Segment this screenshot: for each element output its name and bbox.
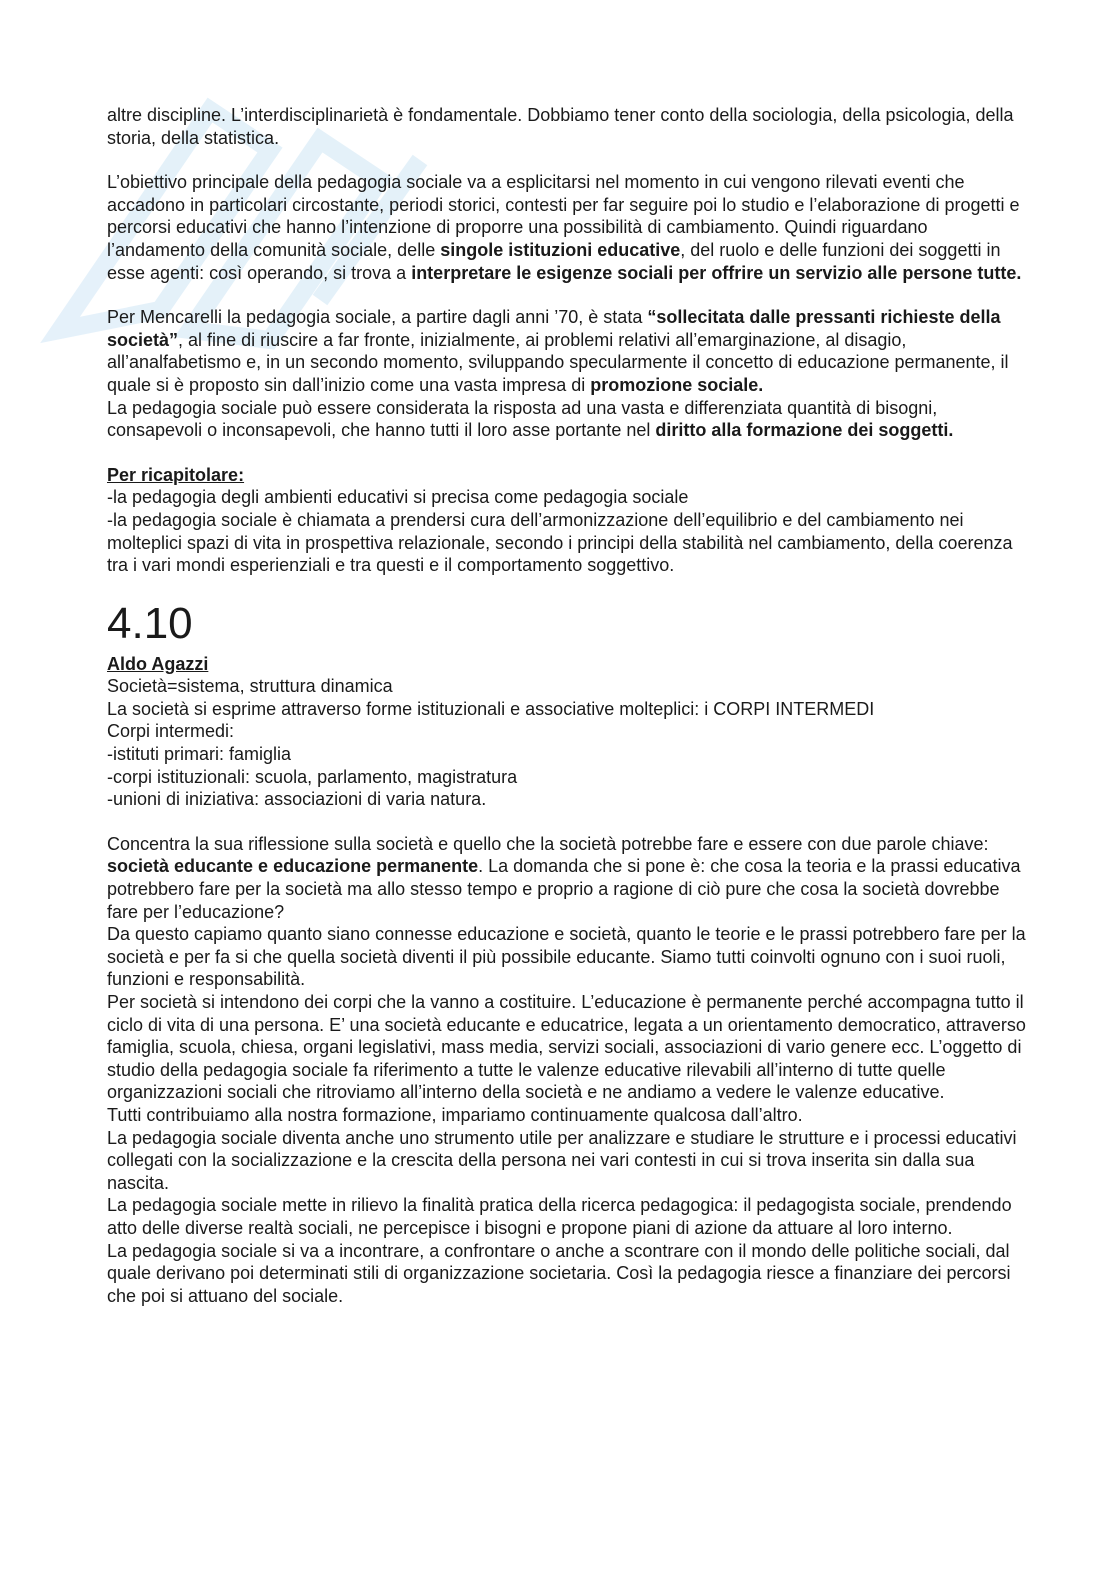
recap-heading: Per ricapitolare:: [107, 464, 245, 485]
bold-text: società educante e educazione permanente: [107, 856, 479, 877]
paragraph-objective: [107, 171, 1027, 284]
section-number: 4.10: [107, 598, 193, 648]
bold-text: “sollecitata dalle pressanti richieste della società”: [107, 307, 1001, 350]
paragraph-mencarelli: [107, 306, 1027, 396]
agazzi-block: [107, 653, 1027, 811]
recap-line: -la pedagogia degli ambienti educativi si precisa come pedagogia sociale: [107, 487, 689, 508]
bold-text: diritto alla formazione dei soggetti.: [655, 420, 954, 441]
paragraph-text: Tutti contribuiamo alla nostra formazione, impariamo continuamente qualcosa dall’altro.: [107, 1104, 803, 1125]
section-line: -istituti primari: famiglia: [107, 744, 292, 765]
section-line: La società si esprime attraverso forme istituzionali e associative molteplici: i CORPI INTERMEDI: [107, 698, 875, 719]
recap-line: -la pedagogia sociale è chiamata a prendersi cura dell’armonizzazione dell’equilibrio e del cambiamento nei molteplici spazi di vita in prospettiva relazionale, secondo i principi della stabilità nel cambiamento, della coerenza tra i vari mondi esperienziali e tra questi e il comportamento soggettivo.: [107, 509, 1013, 576]
text-run: , del ruolo e delle funzioni dei soggetti in esse agenti: così operando, si trova a: [107, 239, 1001, 283]
section-line: Società=sistema, struttura dinamica: [107, 676, 393, 697]
recap-block: [107, 464, 1027, 577]
section-line: -corpi istituzionali: scuola, parlamento, magistratura: [107, 766, 518, 787]
text-run: Concentra la sua riflessione sulla società e quello che la società potrebbe fare e essere con due parole chiave:: [107, 833, 989, 854]
text-run: . La domanda che si pone è: che cosa la teoria e la prassi educativa potrebbero fare per la società ma allo stesso tempo e proprio a ragione di ciò pure che cosa la società dovrebbe fare per l’educazione?: [107, 856, 1021, 922]
text-run: La pedagogia sociale può essere considerata la risposta ad una vasta e differenziata quantità di bisogni, consapevoli o inconsapevoli, che hanno tutti il loro asse portante nel: [107, 397, 938, 441]
section-line: Corpi intermedi:: [107, 721, 235, 742]
text-run: L’obiettivo principale della pedagogia sociale va a esplicitarsi nel momento in cui vengono rilevati eventi che accadono in particolari circostante, periodi storici, contesti per far seguire poi lo studio e l’elaborazione di progetti e percorsi educativi che hanno l’intenzione di proporre una possibilità di cambiamento. Quindi riguardano l’andamento della comunità sociale, delle: [107, 172, 1020, 260]
paragraph-text: Per società si intendono dei corpi che la vanno a costituire. L’educazione è permanente perché accompagna tutto il ciclo di vita di una persona. E’ una società educante e educatrice, legata a un orientamento democratico, attraverso famiglia, scuola, chiesa, organi legislativi, mass media, servizi sociali, associazioni di vario genere ecc. L’oggetto di studio della pedagogia sociale fa riferimento a tutte le valenze educative rilevabili all’interno di tutte quelle organizzazioni sociali che ritroviamo all’interno della società e ne andiamo a vedere le valenze educative.: [107, 992, 1026, 1103]
section-author: Aldo Agazzi: [107, 653, 209, 674]
paragraph-text: Da questo capiamo quanto siano connesse educazione e società, quanto le teorie e le prassi potrebbero fare per la società e per fa si che quella società diventi il più possibile educante. Siamo tutti coinvolti ognuno con i suoi ruoli, funzioni e responsabilità.: [107, 924, 1026, 990]
paragraph-response: [107, 397, 1027, 442]
bold-text: promozione sociale.: [590, 374, 764, 395]
document-page: [107, 104, 1027, 1307]
section-line: -unioni di iniziativa: associazioni di varia natura.: [107, 789, 487, 810]
bold-text: interpretare le esigenze sociali per offrire un servizio alle persone tutte.: [411, 262, 1022, 283]
text-run: Per Mencarelli la pedagogia sociale, a partire dagli anni ’70, è stata: [107, 307, 648, 328]
paragraph-society: [107, 833, 1027, 923]
text-run: , al fine di riuscire a far fronte, inizialmente, ai problemi relativi all’emarginazione, al disagio, all’analfabetismo e, in un secondo momento, sviluppando specularmente il concetto di educazione permanente, il quale si è proposto sin dall’inizio come una vasta impresa di: [107, 329, 1009, 395]
paragraph-text: La pedagogia sociale mette in rilievo la finalità pratica della ricerca pedagogica: il pedagogista sociale, prendendo atto delle diverse realtà sociali, ne percepisce i bisogni e propone piani di azione da attuare al loro interno.: [107, 1195, 1012, 1238]
paragraph-interdisciplinarity: altre discipline. L’interdisciplinarietà è fondamentale. Dobbiamo tener conto della sociologia, della psicologia, della storia, della statistica.: [107, 105, 1014, 148]
paragraph-text: La pedagogia sociale si va a incontrare, a confrontare o anche a scontrare con il mondo delle politiche sociali, dal quale derivano poi determinati stili di organizzazione societaria. Così la pedagogia riesce a finanziare dei percorsi che poi si attuano del sociale.: [107, 1240, 1011, 1306]
bold-text: singole istituzioni educative: [440, 239, 681, 260]
paragraph-text: La pedagogia sociale diventa anche uno strumento utile per analizzare e studiare le strutture e i processi educativi collegati con la socializzazione e la crescita della persona nei vari contesti in cui si trova inserita sin dalla sua nascita.: [107, 1127, 1017, 1193]
